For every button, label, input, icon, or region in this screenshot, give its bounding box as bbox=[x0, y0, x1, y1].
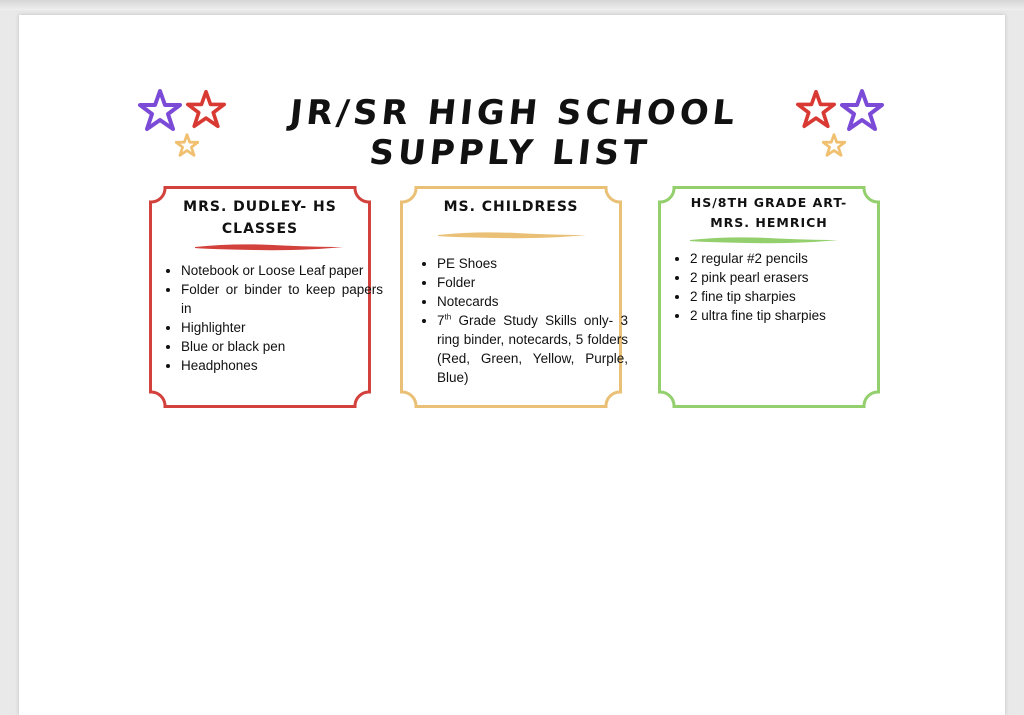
star-purple-icon bbox=[138, 88, 182, 132]
list-item: • Headphones bbox=[181, 356, 383, 375]
list-item: • 2 pink pearl erasers bbox=[690, 268, 885, 287]
list-item bbox=[437, 311, 628, 387]
window-top-edge bbox=[0, 0, 1024, 10]
list-item: • 2 regular #2 pencils bbox=[690, 249, 885, 268]
list-item: • Notecards bbox=[437, 292, 628, 311]
supply-card-childress bbox=[400, 186, 628, 408]
star-purple-icon bbox=[840, 88, 884, 132]
brush-underline bbox=[436, 230, 588, 240]
supply-card-dudley bbox=[149, 186, 383, 408]
grade-number: 7 bbox=[437, 313, 445, 328]
star-gold-icon bbox=[822, 133, 846, 157]
list-item: • PE Shoes bbox=[437, 254, 628, 273]
list-item: • Folder bbox=[437, 273, 628, 292]
list-item: • Notebook or Loose Leaf paper bbox=[181, 261, 383, 280]
brush-underline bbox=[688, 235, 840, 245]
list-item: • Blue or black pen bbox=[181, 337, 383, 356]
page-title: JR/SR HIGH SCHOOL SUPPLY LIST bbox=[287, 93, 741, 173]
list-item: • 2 fine tip sharpies bbox=[690, 287, 885, 306]
star-gold-icon bbox=[175, 133, 199, 157]
card-heading: MRS. DUDLEY- HS CLASSES bbox=[183, 199, 337, 237]
list-item: • Highlighter bbox=[181, 318, 383, 337]
brush-underline bbox=[193, 242, 345, 252]
supply-list bbox=[164, 261, 383, 375]
ordinal-suffix: th bbox=[444, 312, 452, 322]
card-heading: HS/8TH GRADE ART- MRS. HEMRICH bbox=[690, 195, 848, 230]
supply-list bbox=[673, 249, 885, 325]
list-item: • Folder or binder to keep papers in bbox=[181, 280, 383, 318]
list-item: • 2 ultra fine tip sharpies bbox=[690, 306, 885, 325]
supply-list bbox=[420, 254, 628, 387]
list-item-text: Grade Study Skills only- 3 ring binder, notecards, 5 folders (Red, Green, Yellow, Purple, Blue) bbox=[437, 313, 628, 385]
card-heading: MS. CHILDRESS bbox=[443, 199, 579, 215]
supply-card-hemrich bbox=[658, 186, 880, 408]
